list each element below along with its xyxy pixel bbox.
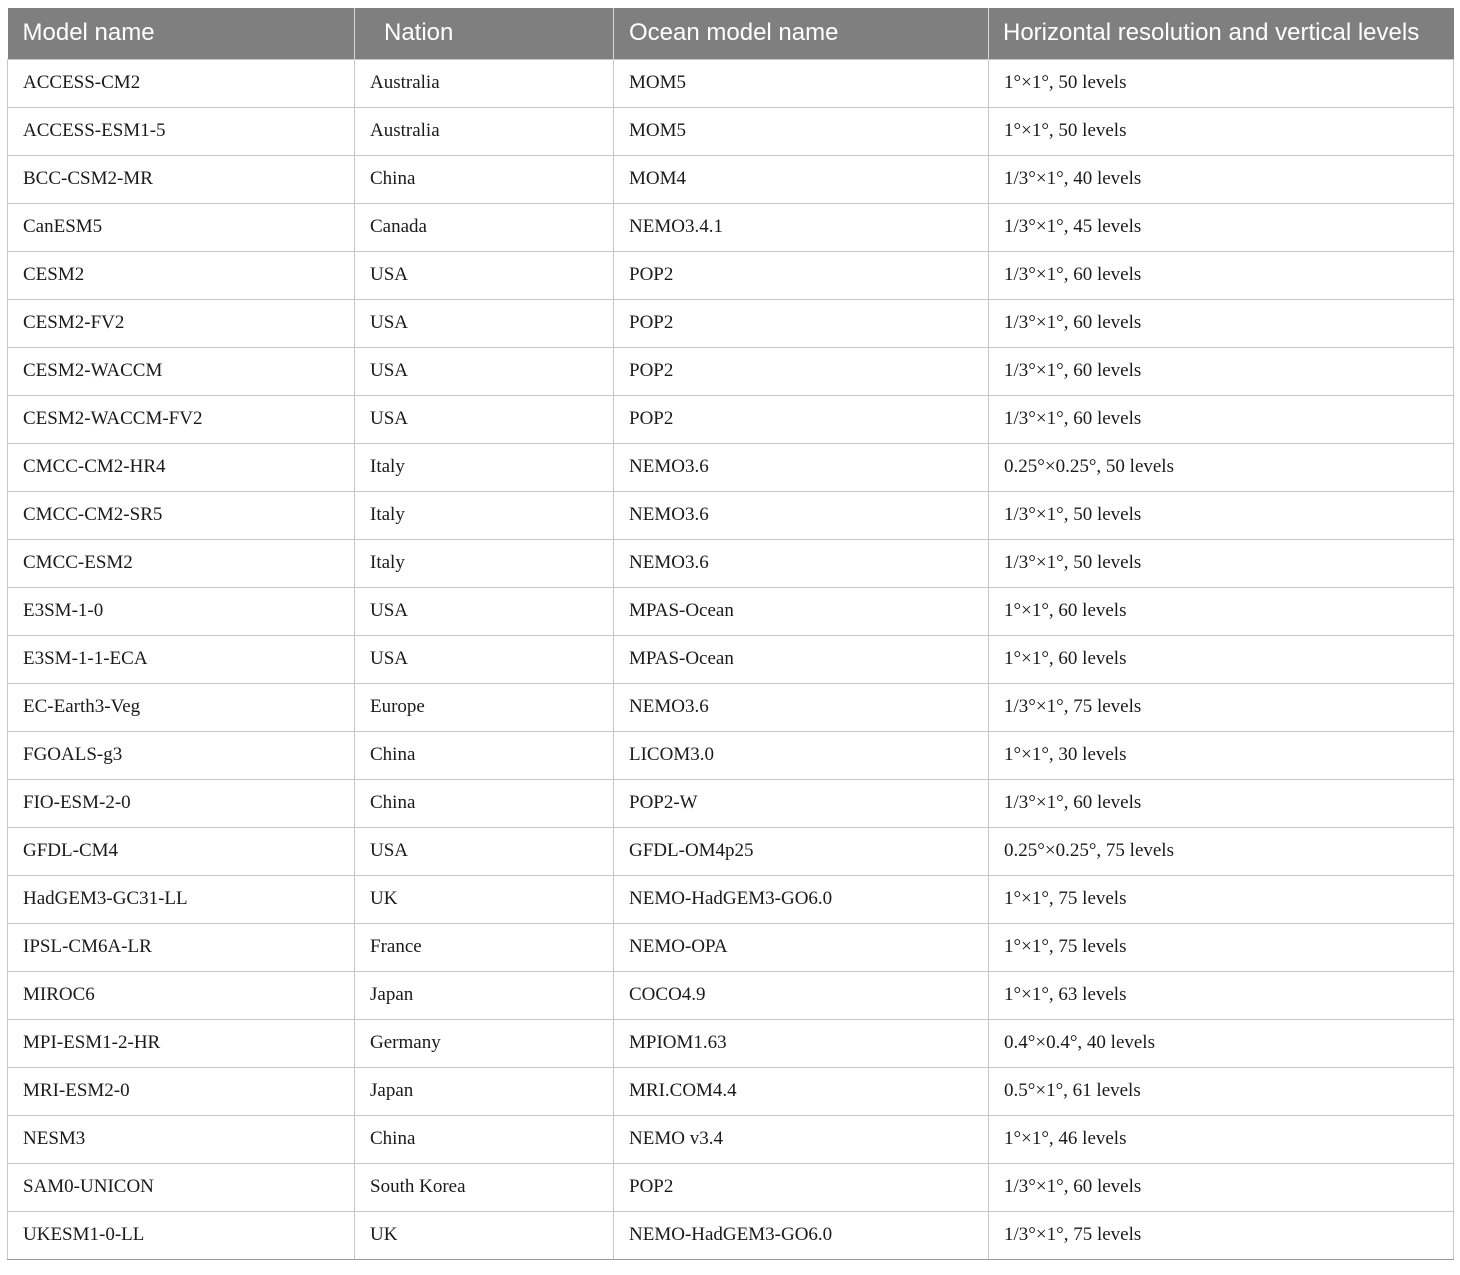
table-row: [8, 155, 1454, 203]
cell-nation: China: [355, 1115, 614, 1163]
cell-model-name: CESM2: [8, 251, 355, 299]
cell-ocean-model-name: POP2: [614, 1163, 989, 1211]
cell-model-name: MRI-ESM2-0: [8, 1067, 355, 1115]
cell-ocean-model-name: COCO4.9: [614, 971, 989, 1019]
table-row: [8, 395, 1454, 443]
cell-nation: Canada: [355, 203, 614, 251]
table-row: [8, 347, 1454, 395]
cell-ocean-model-name: NEMO3.6: [614, 683, 989, 731]
table-row: [8, 203, 1454, 251]
table-row: [8, 1115, 1454, 1163]
cell-ocean-model-name: GFDL-OM4p25: [614, 827, 989, 875]
cell-model-name: SAM0-UNICON: [8, 1163, 355, 1211]
cell-ocean-model-name: POP2: [614, 347, 989, 395]
cell-model-name: HadGEM3-GC31-LL: [8, 875, 355, 923]
cell-resolution-levels: 1/3°×1°, 50 levels: [989, 539, 1454, 587]
cell-ocean-model-name: NEMO-HadGEM3-GO6.0: [614, 1211, 989, 1259]
cell-resolution-levels: 1/3°×1°, 60 levels: [989, 347, 1454, 395]
cell-nation: Italy: [355, 491, 614, 539]
cell-resolution-levels: 1/3°×1°, 60 levels: [989, 251, 1454, 299]
cell-nation: USA: [355, 251, 614, 299]
cell-ocean-model-name: MPAS-Ocean: [614, 587, 989, 635]
table-row: [8, 1211, 1454, 1259]
cell-resolution-levels: 1°×1°, 60 levels: [989, 587, 1454, 635]
cell-model-name: UKESM1-0-LL: [8, 1211, 355, 1259]
header-row: [8, 8, 1454, 59]
cell-resolution-levels: 1°×1°, 75 levels: [989, 875, 1454, 923]
cell-resolution-levels: 1/3°×1°, 60 levels: [989, 299, 1454, 347]
table-row: [8, 683, 1454, 731]
cell-ocean-model-name: MRI.COM4.4: [614, 1067, 989, 1115]
table-row: [8, 251, 1454, 299]
cell-resolution-levels: 1/3°×1°, 75 levels: [989, 1211, 1454, 1259]
cell-resolution-levels: 0.4°×0.4°, 40 levels: [989, 1019, 1454, 1067]
cell-model-name: CMCC-CM2-HR4: [8, 443, 355, 491]
table-row: [8, 107, 1454, 155]
cell-resolution-levels: 1/3°×1°, 60 levels: [989, 395, 1454, 443]
cell-resolution-levels: 1°×1°, 63 levels: [989, 971, 1454, 1019]
cell-nation: Australia: [355, 107, 614, 155]
cell-nation: Europe: [355, 683, 614, 731]
header-model-name: Model name: [8, 8, 355, 59]
cell-model-name: MPI-ESM1-2-HR: [8, 1019, 355, 1067]
table-body: [8, 59, 1454, 1259]
cell-ocean-model-name: POP2: [614, 251, 989, 299]
cell-ocean-model-name: MOM5: [614, 59, 989, 107]
table-row: [8, 539, 1454, 587]
cell-model-name: CESM2-WACCM-FV2: [8, 395, 355, 443]
cell-nation: China: [355, 731, 614, 779]
cell-nation: Germany: [355, 1019, 614, 1067]
table-row: [8, 827, 1454, 875]
cell-model-name: ACCESS-CM2: [8, 59, 355, 107]
cell-model-name: FGOALS-g3: [8, 731, 355, 779]
cell-nation: Japan: [355, 1067, 614, 1115]
header-nation: Nation: [355, 8, 614, 59]
table-row: [8, 587, 1454, 635]
cell-ocean-model-name: NEMO-OPA: [614, 923, 989, 971]
cell-resolution-levels: 1/3°×1°, 75 levels: [989, 683, 1454, 731]
cell-ocean-model-name: POP2: [614, 395, 989, 443]
cell-nation: USA: [355, 827, 614, 875]
cell-model-name: CanESM5: [8, 203, 355, 251]
cell-nation: USA: [355, 395, 614, 443]
cell-nation: China: [355, 155, 614, 203]
cell-ocean-model-name: POP2-W: [614, 779, 989, 827]
table-row: [8, 491, 1454, 539]
cell-resolution-levels: 1°×1°, 60 levels: [989, 635, 1454, 683]
cell-resolution-levels: 1°×1°, 30 levels: [989, 731, 1454, 779]
table-row: [8, 1067, 1454, 1115]
cell-model-name: MIROC6: [8, 971, 355, 1019]
header-ocean-model-name: Ocean model name: [614, 8, 989, 59]
header-resolution-levels: Horizontal resolution and vertical levels: [989, 8, 1454, 59]
table-row: [8, 923, 1454, 971]
table-row: [8, 731, 1454, 779]
cell-nation: USA: [355, 587, 614, 635]
cell-nation: South Korea: [355, 1163, 614, 1211]
cell-ocean-model-name: NEMO3.6: [614, 443, 989, 491]
cell-model-name: E3SM-1-1-ECA: [8, 635, 355, 683]
cell-ocean-model-name: NEMO-HadGEM3-GO6.0: [614, 875, 989, 923]
cell-model-name: ACCESS-ESM1-5: [8, 107, 355, 155]
cell-ocean-model-name: NEMO v3.4: [614, 1115, 989, 1163]
cell-model-name: CESM2-FV2: [8, 299, 355, 347]
cell-nation: Italy: [355, 443, 614, 491]
table-row: [8, 443, 1454, 491]
cell-model-name: E3SM-1-0: [8, 587, 355, 635]
cell-model-name: IPSL-CM6A-LR: [8, 923, 355, 971]
climate-models-table: [7, 8, 1454, 1260]
cell-resolution-levels: 1/3°×1°, 60 levels: [989, 1163, 1454, 1211]
cell-resolution-levels: 1°×1°, 50 levels: [989, 59, 1454, 107]
table-header: [8, 8, 1454, 59]
table-row: [8, 779, 1454, 827]
cell-model-name: BCC-CSM2-MR: [8, 155, 355, 203]
cell-nation: France: [355, 923, 614, 971]
cell-ocean-model-name: MPIOM1.63: [614, 1019, 989, 1067]
cell-ocean-model-name: MOM5: [614, 107, 989, 155]
table-row: [8, 635, 1454, 683]
cell-ocean-model-name: MPAS-Ocean: [614, 635, 989, 683]
cell-nation: USA: [355, 635, 614, 683]
cell-model-name: NESM3: [8, 1115, 355, 1163]
cell-resolution-levels: 1/3°×1°, 40 levels: [989, 155, 1454, 203]
cell-ocean-model-name: LICOM3.0: [614, 731, 989, 779]
cell-resolution-levels: 1°×1°, 46 levels: [989, 1115, 1454, 1163]
cell-ocean-model-name: NEMO3.6: [614, 491, 989, 539]
cell-resolution-levels: 1/3°×1°, 60 levels: [989, 779, 1454, 827]
cell-ocean-model-name: NEMO3.4.1: [614, 203, 989, 251]
cell-nation: UK: [355, 875, 614, 923]
table-row: [8, 59, 1454, 107]
table-row: [8, 1019, 1454, 1067]
cell-ocean-model-name: NEMO3.6: [614, 539, 989, 587]
cell-resolution-levels: 0.5°×1°, 61 levels: [989, 1067, 1454, 1115]
table-row: [8, 971, 1454, 1019]
cell-resolution-levels: 1°×1°, 50 levels: [989, 107, 1454, 155]
table-row: [8, 299, 1454, 347]
cell-model-name: GFDL-CM4: [8, 827, 355, 875]
cell-resolution-levels: 1°×1°, 75 levels: [989, 923, 1454, 971]
table-row: [8, 1163, 1454, 1211]
cell-nation: Italy: [355, 539, 614, 587]
cell-nation: USA: [355, 299, 614, 347]
cell-model-name: EC-Earth3-Veg: [8, 683, 355, 731]
cell-nation: China: [355, 779, 614, 827]
cell-ocean-model-name: MOM4: [614, 155, 989, 203]
cell-nation: Australia: [355, 59, 614, 107]
cell-model-name: CMCC-CM2-SR5: [8, 491, 355, 539]
cell-resolution-levels: 0.25°×0.25°, 75 levels: [989, 827, 1454, 875]
cell-model-name: CESM2-WACCM: [8, 347, 355, 395]
table-row: [8, 875, 1454, 923]
cell-resolution-levels: 1/3°×1°, 45 levels: [989, 203, 1454, 251]
cell-ocean-model-name: POP2: [614, 299, 989, 347]
cell-model-name: CMCC-ESM2: [8, 539, 355, 587]
cell-nation: Japan: [355, 971, 614, 1019]
cell-resolution-levels: 0.25°×0.25°, 50 levels: [989, 443, 1454, 491]
cell-nation: UK: [355, 1211, 614, 1259]
cell-resolution-levels: 1/3°×1°, 50 levels: [989, 491, 1454, 539]
cell-model-name: FIO-ESM-2-0: [8, 779, 355, 827]
cell-nation: USA: [355, 347, 614, 395]
